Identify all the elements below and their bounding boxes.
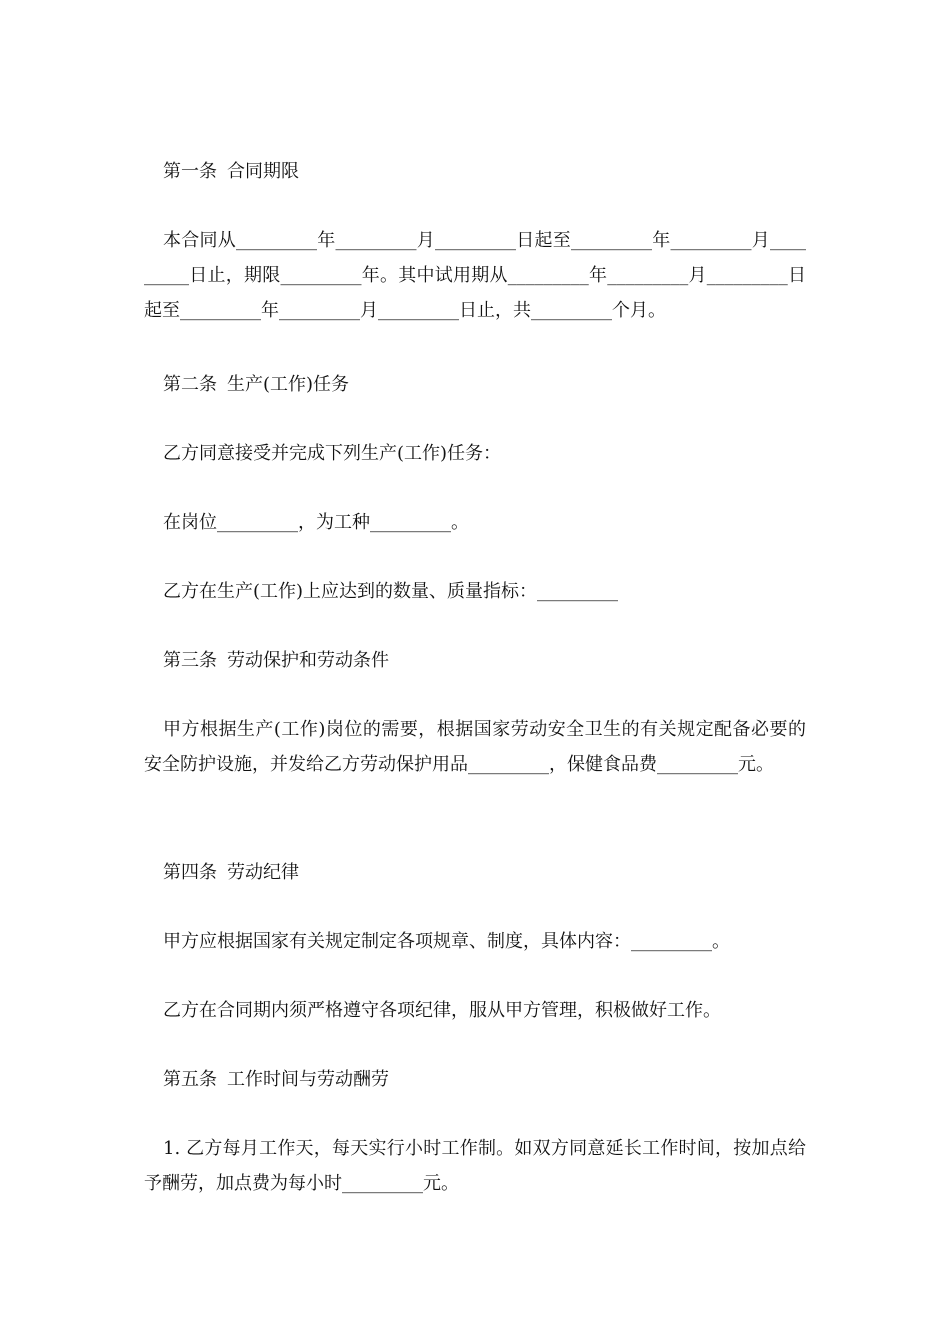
article-3-heading [163,643,389,678]
article-1-title: 合同期限 [227,161,299,182]
article-4-paragraph-1: 甲方应根据国家有关规定制定各项规章、制度，具体内容：_________。 [163,931,730,952]
article-5-title: 工作时间与劳动酬劳 [227,1069,389,1090]
article-5-paragraph-1: 1. 乙方每月工作天，每天实行小时工作制。如双方同意延长工作时间，按加点给予酬劳，加点费为每小时_________元。 [144,1138,806,1194]
article-1-heading [163,154,299,189]
article-1-number: 第一条 [163,161,217,182]
article-3-title: 劳动保护和劳动条件 [227,650,389,671]
article-2-heading [163,367,349,402]
article-2-paragraph-1: 乙方同意接受并完成下列生产(工作)任务： [163,443,502,464]
article-2-title: 生产(工作)任务 [227,374,350,395]
article-4-paragraph-2: 乙方在合同期内须严格遵守各项纪律，服从甲方管理，积极做好工作。 [163,1000,721,1021]
article-1-body: 本合同从_________年_________月_________日起至_________年_________月_________日止，期限_________年。其中试用期从_________年_________月_________日起至_________年_________月_________日止，共_________个月。 [144,230,806,321]
article-4-number: 第四条 [163,862,217,883]
article-2-number: 第二条 [163,374,217,395]
article-2-paragraph-2: 在岗位_________，为工种_________。 [163,512,469,533]
article-3-number: 第三条 [163,650,217,671]
article-5-number: 第五条 [163,1069,217,1090]
article-5-heading [163,1062,389,1097]
article-3-paragraph-1: 甲方根据生产(工作)岗位的需要，根据国家劳动安全卫生的有关规定配备必要的安全防护设施，并发给乙方劳动保护用品_________，保健食品费_________元。 [144,719,806,775]
article-4-title: 劳动纪律 [227,862,299,883]
article-4-heading [163,855,299,890]
article-2-paragraph-3: 乙方在生产(工作)上应达到的数量、质量指标：_________ [163,581,619,602]
